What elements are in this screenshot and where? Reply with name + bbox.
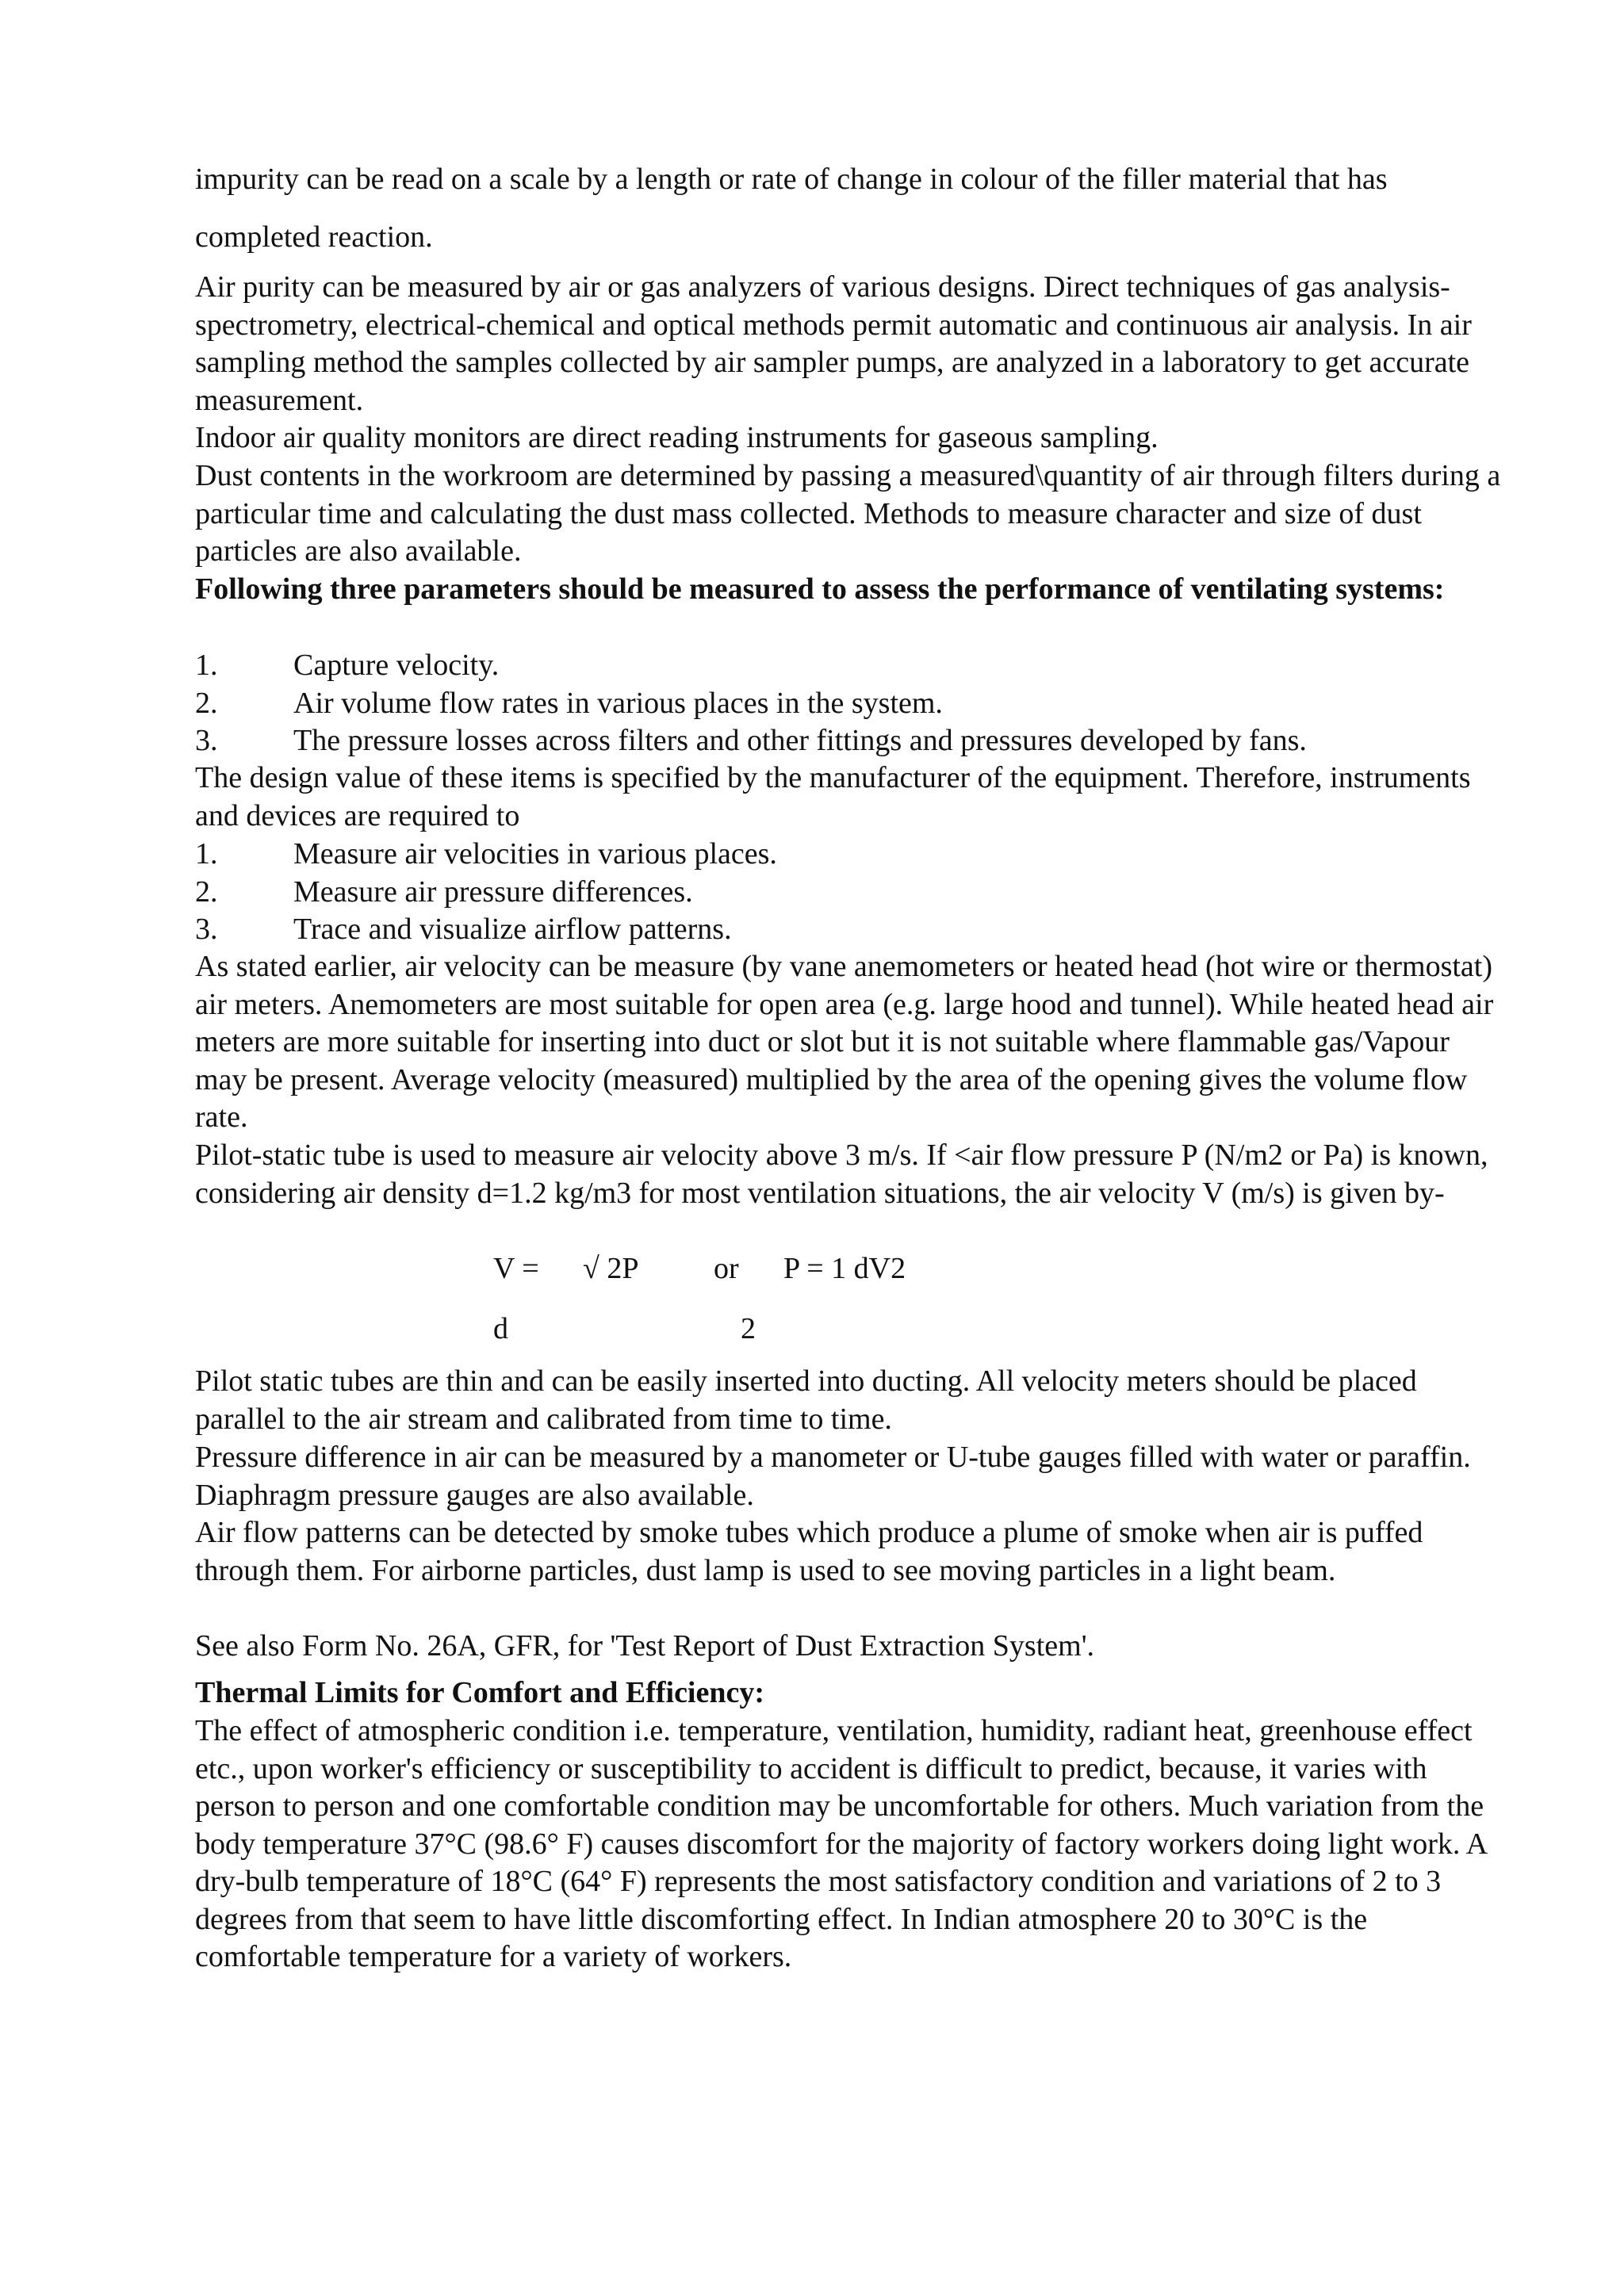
equation-denominator-d: d <box>493 1312 508 1345</box>
paragraph-pressure-difference: Pressure difference in air can be measured by a manometer or U-tube gauges filled with water or paraffin. Diaphragm pressure gauges are also available. <box>195 1441 1471 1512</box>
list-text: Air volume flow rates in various places in the system. <box>293 687 943 720</box>
paragraph-pilot-static-tubes-thin: Pilot static tubes are thin and can be easily inserted into ducting. All velocity meters should be placed parallel to the air stream and calibrated from time to time. <box>195 1364 1417 1436</box>
list-text: The pressure losses across filters and other fittings and pressures developed by fans. <box>293 724 1307 757</box>
paragraph-see-also: See also Form No. 26A, GFR, for 'Test Report of Dust Extraction System'. <box>195 1629 1095 1663</box>
equation-denominator-2: 2 <box>741 1312 756 1345</box>
paragraph-design-value: The design value of these items is specified by the manufacturer of the equipment. Therefore, instruments and devices are required to <box>195 761 1471 832</box>
equation-sqrt: √ 2P <box>583 1252 639 1285</box>
paragraph-air-flow-patterns: Air flow patterns can be detected by smoke tubes which produce a plume of smoke when air is puffed through them. For airborne particles, dust lamp is used to see moving particles in a light beam. <box>195 1516 1423 1587</box>
heading-ventilation-parameters: Following three parameters should be measured to assess the performance of ventilating systems: <box>195 572 1445 606</box>
paragraph-air-velocity: As stated earlier, air velocity can be measure (by vane anemometers or heated head (hot wire or thermostat) air meters. Anemometers are most suitable for open area (e.g. large hood and tunnel). While heated head air meters are more suitable for inserting into duct or slot but it is not suitable where flammable gas/Vapour may be present. Average velocity (measured) multiplied by the area of the opening gives the volume flow rate. <box>195 950 1494 1134</box>
list-text: Trace and visualize airflow patterns. <box>293 913 732 946</box>
paragraph-indoor-monitors: Indoor air quality monitors are direct reading instruments for gaseous sampling. <box>195 421 1159 454</box>
list-number: 2. <box>195 687 218 720</box>
equation-v: V = <box>493 1252 539 1285</box>
list-number: 1. <box>195 837 218 871</box>
list-text: Measure air velocities in various places. <box>293 837 777 871</box>
paragraph-air-purity: Air purity can be measured by air or gas analyzers of various designs. Direct techniques of gas analysis-spectrometry, electrical-chemical and optical methods permit automatic and continuous air analysis. In air sampling method the samples collected by air sampler pumps, are analyzed in a laboratory to get accurate measurement. <box>195 270 1472 417</box>
list-text: Measure air pressure differences. <box>293 875 693 909</box>
equation-or: or <box>714 1252 739 1285</box>
list-number: 3. <box>195 724 218 757</box>
heading-thermal-limits: Thermal Limits for Comfort and Efficiency: <box>195 1676 765 1709</box>
paragraph-dust-contents: Dust contents in the workroom are determined by passing a measured\quantity of air through filters during a particular time and calculating the dust mass collected. Methods to measure character and size of dust particles are also available. <box>195 459 1501 568</box>
equation-p: P = 1 dV2 <box>783 1252 906 1285</box>
paragraph-thermal-limits: The effect of atmospheric condition i.e. temperature, ventilation, humidity, radiant heat, greenhouse effect etc., upon worker's efficiency or susceptibility to accident is difficult to predict, because, it varies with person to person and one comfortable condition may be uncomfortable for others. Much variation from the body temperature 37°C (98.6° F) causes discomfort for the majority of factory workers doing light work. A dry-bulb temperature of 18°C (64° F) represents the most satisfactory condition and variations of 2 to 3 degrees from that seem to have little discomforting effect. In Indian atmosphere 20 to 30°C is the comfortable temperature for a variety of workers. <box>195 1714 1487 1973</box>
list-text: Capture velocity. <box>293 649 500 682</box>
paragraph-impurity: impurity can be read on a scale by a length or rate of change in colour of the filler material that has completed reaction. <box>195 163 1388 254</box>
list-number: 2. <box>195 875 218 909</box>
paragraph-pilot-static-tube: Pilot-static tube is used to measure air velocity above 3 m/s. If <air flow pressure P (N/m2 or Pa) is known, considering air density d=1.2 kg/m3 for most ventilation situations, the air velocity V (m/s) is given by- <box>195 1138 1488 1210</box>
list-number: 1. <box>195 649 218 682</box>
list-number: 3. <box>195 913 218 946</box>
